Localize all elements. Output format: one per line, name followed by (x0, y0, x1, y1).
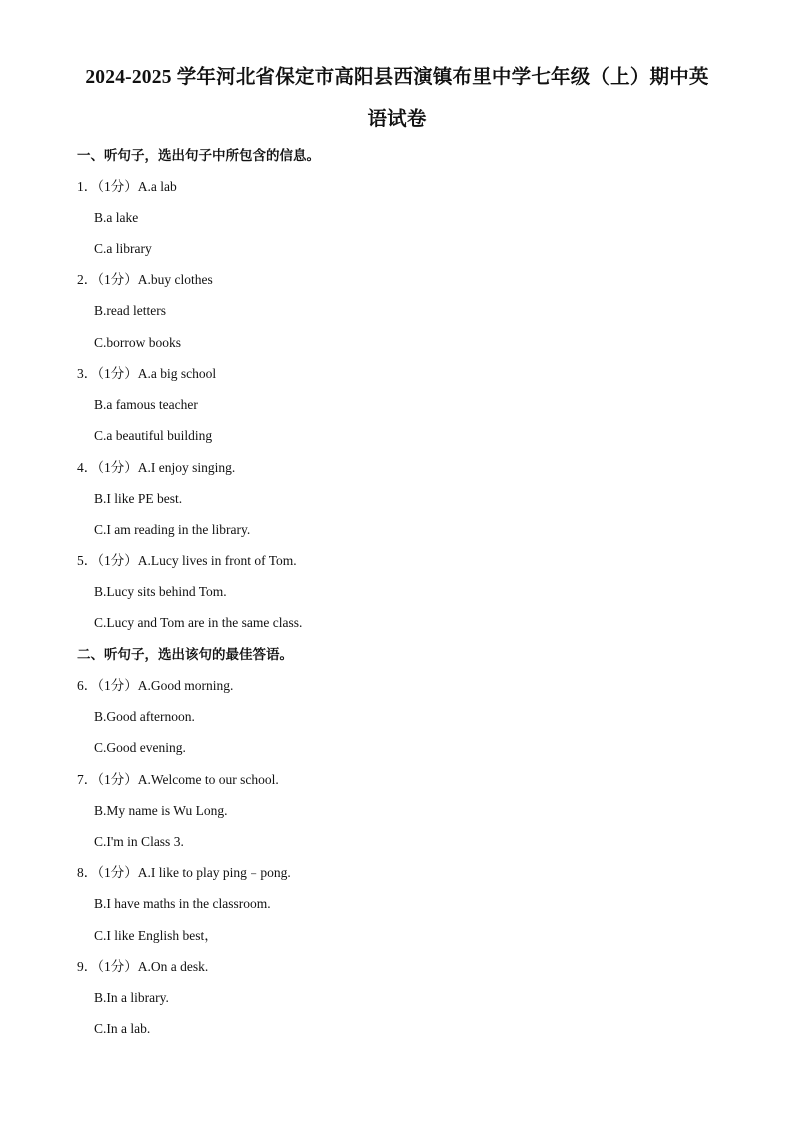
option-a: A.Lucy lives in front of Tom. (137, 553, 297, 568)
question-number: 5．（1分） (77, 553, 138, 568)
question-1 (77, 178, 177, 196)
question-9-option-c: C.In a lab. (94, 1021, 151, 1036)
section-heading-listening-info: 一、听句子，选出句子中所包含的信息。 (77, 148, 320, 163)
option-a: A.a lab (137, 179, 177, 194)
question-4 (77, 459, 235, 477)
question-5-option-b: B.Lucy sits behind Tom. (94, 584, 227, 599)
question-2-option-c: C.borrow books (94, 335, 181, 350)
question-6-option-b: B.Good afternoon. (94, 709, 195, 724)
question-2 (77, 271, 213, 289)
question-8-option-c: C.I like English best， (94, 928, 218, 943)
question-number: 7．（1分） (77, 772, 138, 787)
question-number: 4．（1分） (77, 460, 138, 475)
question-4-option-c: C.I am reading in the library. (94, 522, 251, 537)
question-1-option-c: C.a library (94, 241, 152, 256)
question-9 (77, 958, 208, 976)
question-6-option-c: C.Good evening. (94, 740, 186, 755)
option-a: A.I like to play ping﹣pong. (137, 865, 291, 880)
question-3 (77, 365, 216, 383)
section-heading-best-response: 二、听句子，选出该句的最佳答语。 (77, 647, 293, 662)
question-5-option-c: C.Lucy and Tom are in the same class. (94, 615, 303, 630)
option-a: A.Welcome to our school. (137, 772, 279, 787)
option-a: A.On a desk. (137, 959, 209, 974)
question-4-option-b: B.I like PE best. (94, 491, 183, 506)
exam-title-line-2: 语试卷 (367, 109, 427, 130)
question-number: 3．（1分） (77, 366, 138, 381)
question-2-option-b: B.read letters (94, 303, 166, 318)
question-8 (77, 864, 291, 882)
question-9-option-b: B.In a library. (94, 990, 169, 1005)
question-3-option-c: C.a beautiful building (94, 428, 213, 443)
question-number: 9．（1分） (77, 959, 138, 974)
question-number: 2．（1分） (77, 272, 138, 287)
question-7 (77, 771, 279, 789)
question-number: 8．（1分） (77, 865, 138, 880)
question-5 (77, 552, 297, 570)
question-number: 1．（1分） (77, 179, 138, 194)
question-1-option-b: B.a lake (94, 210, 139, 225)
option-a: A.buy clothes (137, 272, 213, 287)
question-3-option-b: B.a famous teacher (94, 397, 198, 412)
option-a: A.a big school (137, 366, 217, 381)
exam-title-line-1: 2024-2025 学年河北省保定市高阳县西演镇布里中学七年级（上）期中英 (85, 67, 709, 88)
question-number: 6．（1分） (77, 678, 138, 693)
question-7-option-c: C.I'm in Class 3. (94, 834, 184, 849)
question-8-option-b: B.I have maths in the classroom. (94, 896, 271, 911)
option-a: A.I enjoy singing. (137, 460, 236, 475)
option-a: A.Good morning. (137, 678, 234, 693)
question-7-option-b: B.My name is Wu Long. (94, 803, 228, 818)
question-6 (77, 677, 233, 695)
